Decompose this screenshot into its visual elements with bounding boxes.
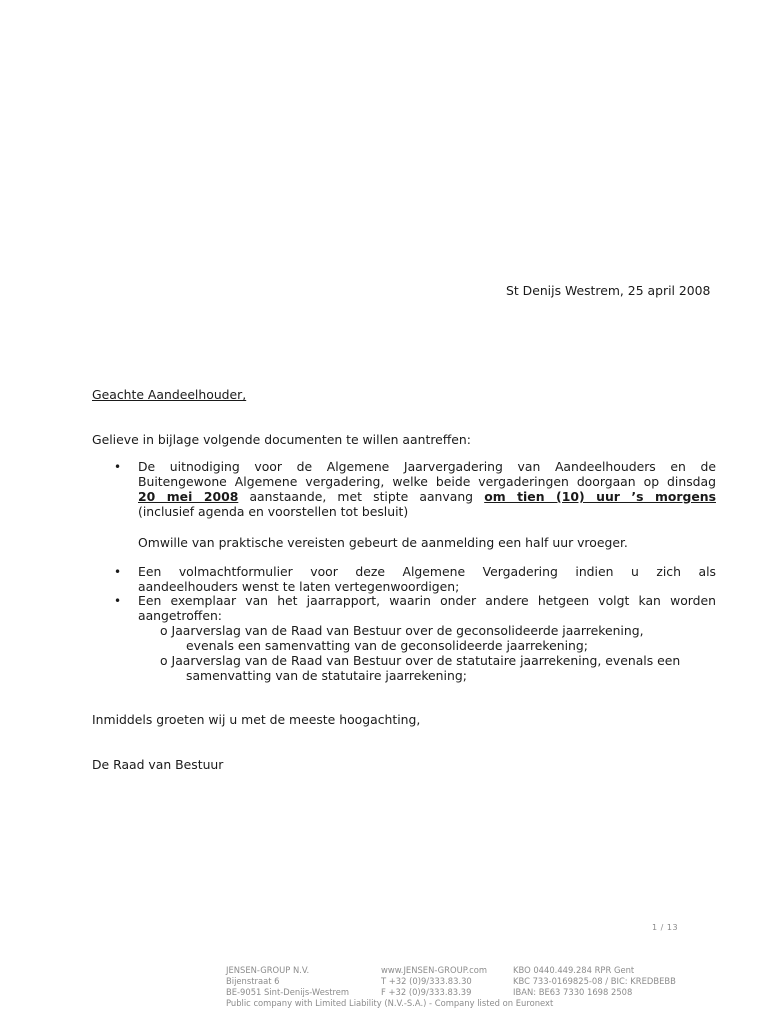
salutation: Geachte Aandeelhouder, (92, 387, 247, 402)
item1-line3 (138, 489, 716, 504)
footer-website: www.JENSEN-GROUP.com (381, 965, 487, 975)
bullet-icon: • (114, 460, 122, 474)
item3-line2: aangetroffen: (138, 608, 222, 623)
footer-street: Bijenstraat 6 (226, 976, 280, 986)
item1-line1: De uitnodiging voor de Algemene Jaarvergadering van Aandeelhouders en de (138, 459, 716, 474)
meeting-time: om tien (10) uur ’s morgens (484, 489, 716, 504)
list-item-invitation (138, 459, 716, 519)
item1-line2: Buitengewone Algemene vergadering, welke beide vergaderingen doorgaan op dinsdag (138, 474, 716, 489)
sub-item-statutory (160, 653, 720, 683)
circle-bullet-icon: o (160, 653, 168, 668)
item1-mid-text: aanstaande, met stipte aanvang (238, 489, 485, 504)
item2-line2: aandeelhouders wenst te laten vertegenwoordigen; (138, 579, 460, 594)
footer-registry (513, 965, 676, 998)
page-number: 1 / 13 (652, 923, 679, 932)
footer-legal: Public company with Limited Liability (N.V.-S.A.) - Company listed on Euronext (226, 998, 554, 1008)
footer-fax: F +32 (0)9/333.83.39 (381, 987, 472, 997)
footer-phone: T +32 (0)9/333.83.30 (381, 976, 472, 986)
sub-item-consolidated (160, 623, 720, 653)
footer-company-name: JENSEN-GROUP N.V. (226, 965, 310, 975)
registration-note: Omwille van praktische vereisten gebeurt de aanmelding een half uur vroeger. (138, 535, 628, 550)
closing-line: Inmiddels groeten wij u met de meeste hoogachting, (92, 712, 421, 727)
circle-bullet-icon: o (160, 623, 168, 638)
item1-line4: (inclusief agenda en voorstellen tot besluit) (138, 504, 409, 519)
intro-text: Gelieve in bijlage volgende documenten te willen aantreffen: (92, 432, 471, 447)
footer-kbo: KBO 0440.449.284 RPR Gent (513, 965, 635, 975)
sub1-line2: evenals een samenvatting van de geconsolideerde jaarrekening; (186, 638, 588, 653)
footer-contact (381, 965, 487, 998)
footer-company (226, 965, 349, 998)
bullet-icon: • (114, 594, 122, 608)
list-item-annual-report (138, 593, 716, 623)
footer-iban: IBAN: BE63 7330 1698 2508 (513, 987, 633, 997)
bullet-icon: • (114, 565, 122, 579)
signature: De Raad van Bestuur (92, 757, 224, 772)
item2-line1: Een volmachtformulier voor deze Algemene Vergadering indien u zich als (138, 564, 716, 579)
meeting-date: 20 mei 2008 (138, 489, 239, 504)
footer-city: BE-9051 Sint-Denijs-Westrem (226, 987, 350, 997)
sub1-line1: Jaarverslag van de Raad van Bestuur over de geconsolideerde jaarrekening, (171, 623, 644, 638)
list-item-proxy-form (138, 564, 716, 594)
sub2-line1: Jaarverslag van de Raad van Bestuur over de statutaire jaarrekening, evenals een (171, 653, 681, 668)
item3-line1: Een exemplaar van het jaarrapport, waarin onder andere hetgeen volgt kan worden (138, 593, 716, 608)
footer-bank: KBC 733-0169825-08 / BIC: KREDBEBB (513, 976, 676, 986)
date-line: St Denijs Westrem, 25 april 2008 (506, 283, 711, 298)
sub2-line2: samenvatting van de statutaire jaarrekening; (186, 668, 467, 683)
